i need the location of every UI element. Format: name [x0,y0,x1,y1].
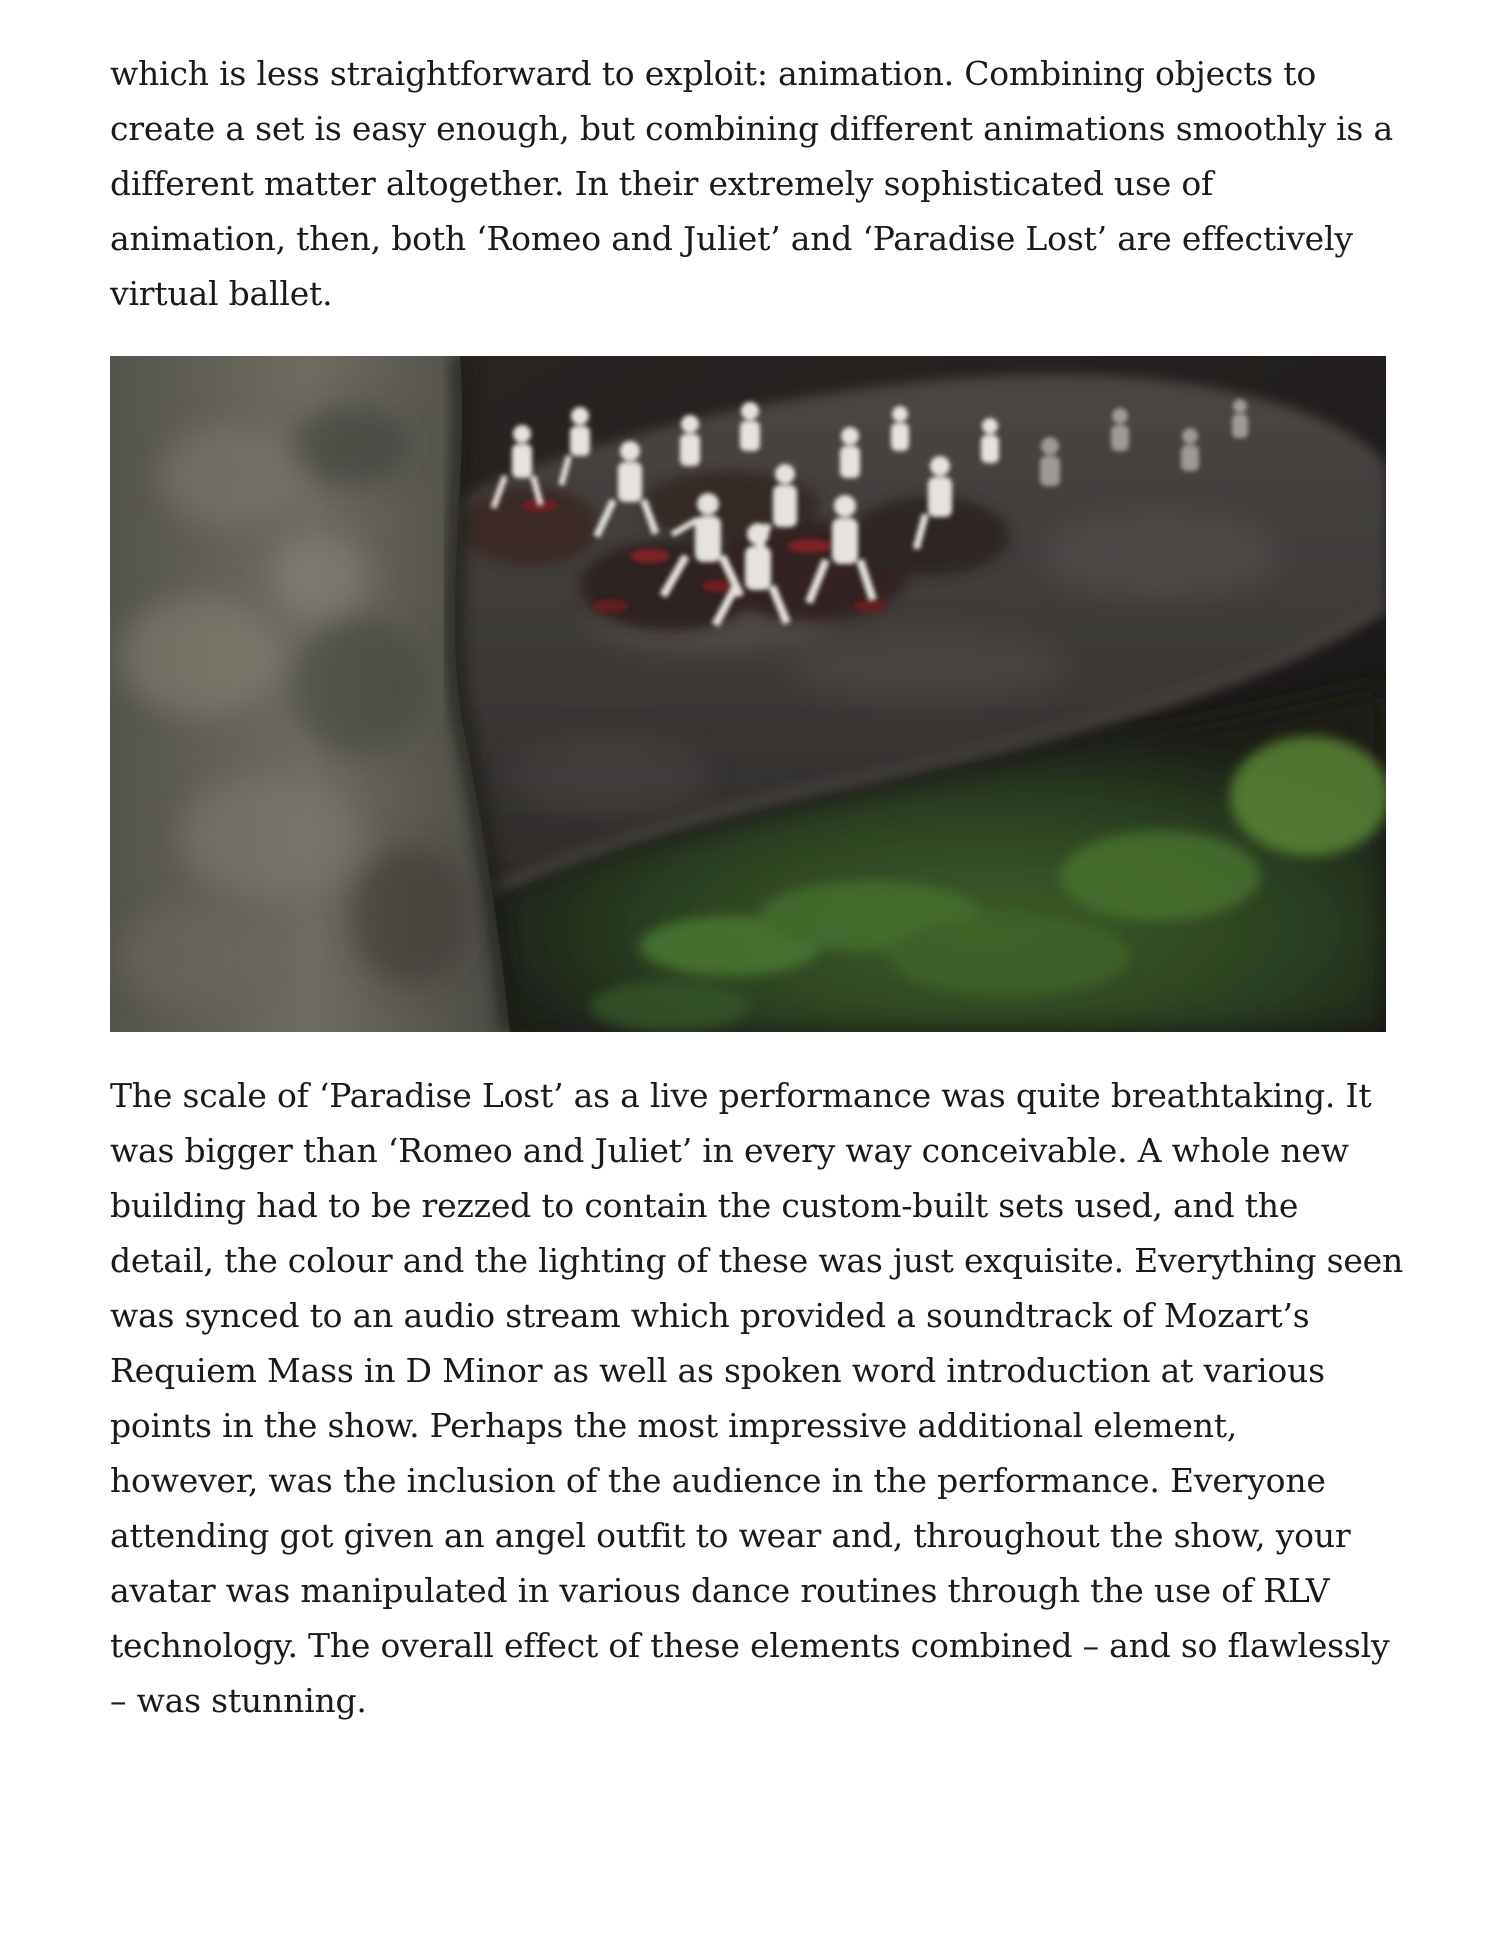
text-line: however, was the inclusion of the audience in the performance. Everyone [110,1461,1326,1500]
paragraph-intro [110,46,1400,321]
performance-screenshot [110,356,1386,1032]
text-line: was synced to an audio stream which provided a soundtrack of Mozart’s [110,1296,1310,1335]
text-line: was bigger than ‘Romeo and Juliet’ in every way conceivable. A whole new [110,1131,1349,1170]
dancer-figure [891,406,909,451]
text-line: points in the show. Perhaps the most impressive additional element, [110,1406,1238,1445]
text-line: detail, the colour and the lighting of these was just exquisite. Everything seen [110,1241,1404,1280]
text-line: avatar was manipulated in various dance routines through the use of RLV [110,1571,1330,1610]
text-line: – was stunning. [110,1681,367,1720]
dancer-figure [840,427,860,478]
text-line: building had to be rezzed to contain the custom-built sets used, and the [110,1186,1299,1225]
text-line: virtual ballet. [110,274,333,313]
scene-illustration [110,356,1386,1032]
dancer-figure [680,415,700,466]
text-line: create a set is easy enough, but combining different animations smoothly is a [110,109,1393,148]
dancer-figure [740,402,760,451]
paragraph-paradise-lost [110,1068,1404,1728]
text-line: animation, then, both ‘Romeo and Juliet’ and ‘Paradise Lost’ are effectively [110,219,1353,258]
text-line: Requiem Mass in D Minor as well as spoken word introduction at various [110,1351,1325,1390]
text-line: which is less straightforward to exploit: animation. Combining objects to [110,54,1317,93]
text-line: The scale of ‘Paradise Lost’ as a live performance was quite breathtaking. It [110,1076,1372,1115]
text-line: different matter altogether. In their extremely sophisticated use of [110,164,1214,203]
text-line: attending got given an angel outfit to wear and, throughout the show, your [110,1516,1351,1555]
dancer-figure [981,418,999,463]
text-line: technology. The overall effect of these elements combined – and so flawlessly [110,1626,1390,1665]
